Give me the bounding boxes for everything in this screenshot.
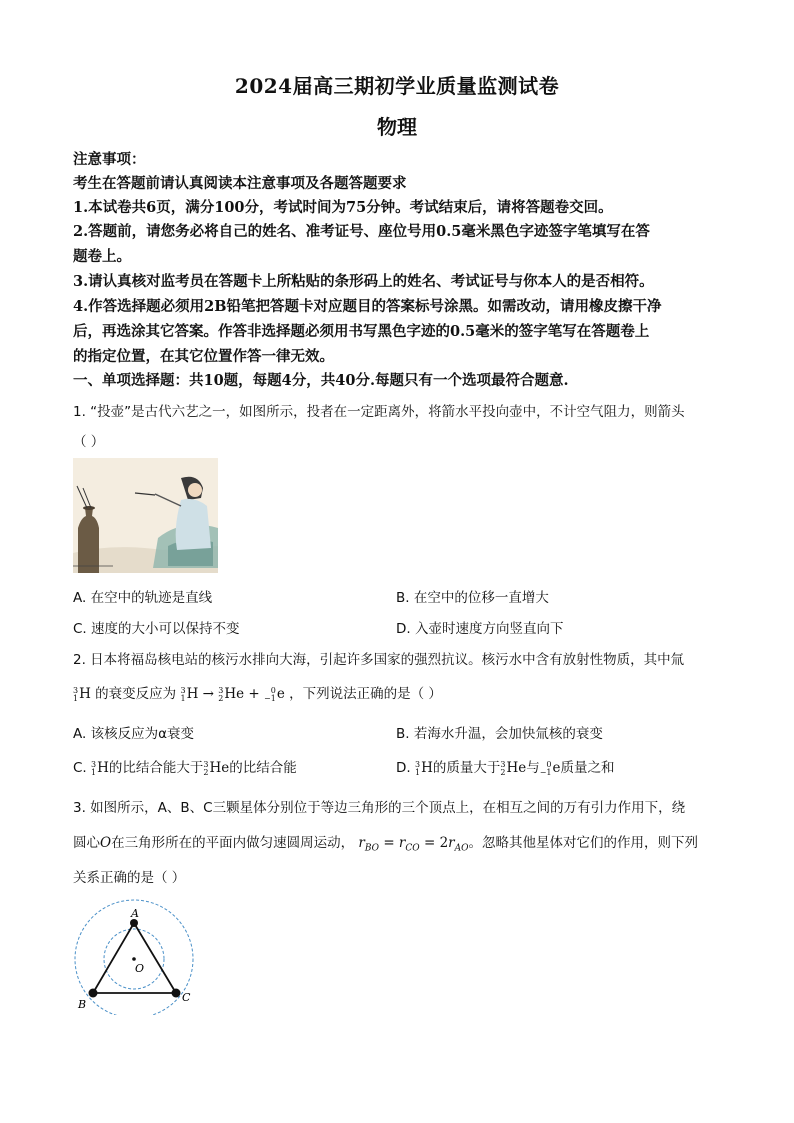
q3-radius-relation: $r_{BO} = r_{CO} = 2r_{AO}$	[358, 835, 469, 854]
q3-figure-three-star-system	[70, 895, 220, 1015]
subject-title: 物理	[377, 115, 417, 139]
label-b: B	[78, 998, 87, 1011]
q2-stem: 2. 日本将福岛核电站的核污水排向大海，引起许多国家的强烈抗议。核污水中含有放射性物质，其中氚	[73, 652, 685, 668]
q2-tritium: 3 1 H	[73, 685, 91, 703]
q2-option-c: C. 3 1 H的比结合能大于 3 2 He的比结合能	[73, 759, 297, 777]
star-b	[89, 989, 98, 998]
star-c	[172, 989, 181, 998]
q3-stem-a: 3. 如图所示，A、B、C三颗星体分别位于等边三角形的三个顶点上，在相互之间的万有引力作用下，绕	[73, 800, 686, 816]
note-2b: 题卷上。	[73, 248, 131, 265]
q1-figure-touhu-illustration	[73, 458, 218, 573]
q1-stem: 1. “投壶”是古代六艺之一，如图所示，投者在一定距离外，将箭水平投向壶中，不计空气阻力，则箭头	[73, 404, 685, 420]
q3-stem-b: 圆心O在三角形所在的平面内做匀速圆周运动， $r_{BO} = r_{CO} = 2r_{AO}$。忽略其他星体对它们的作用，则下列	[73, 835, 699, 854]
note-4a: 4.作答选择题必须用2B铅笔把答题卡对应题目的答案标号涂黑。如需改动，请用橡皮擦干净	[73, 298, 662, 315]
notes-heading: 注意事项：	[73, 151, 146, 168]
notes-intro: 考生在答题前请认真阅读本注意事项及各题答题要求	[73, 175, 407, 192]
note-1: 1.本试卷共6页，满分100分，考试时间为75分钟。考试结束后，请将答题卷交回。	[73, 199, 613, 216]
q1-paren: （ ）	[73, 434, 105, 450]
note-4c: 的指定位置，在其它位置作答一律无效。	[73, 348, 334, 365]
exam-title: 2024届高三期初学业质量监测试卷	[234, 74, 560, 98]
q1-option-d: D. 入壶时速度方向竖直向下	[396, 621, 564, 637]
label-c: C	[182, 991, 191, 1004]
q2-option-d: D. 3 1 H的质量大于 3 2 He与 0 −1 e质量之和	[396, 759, 615, 777]
q1-option-b: B. 在空中的位移一直增大	[396, 590, 549, 606]
q1-option-c: C. 速度的大小可以保持不变	[73, 621, 240, 637]
q2-option-b: B. 若海水升温，会加快氚核的衰变	[396, 726, 603, 742]
center-o	[132, 957, 136, 961]
q2-decay-equation: 3 1 H → 3 2 He + 0 −1 e	[180, 685, 285, 703]
note-4b: 后，再选涂其它答案。作答非选择题必须用书写黑色字迹的0.5毫米的签字笔写在答题卷上	[73, 323, 650, 340]
star-a	[130, 919, 138, 927]
q3-stem-c: 关系正确的是（ ）	[73, 870, 186, 886]
label-o: O	[135, 962, 145, 975]
q2-equation-line: 3 1 H 的衰变反应为 3 1 H → 3 2 He + 0 −1 e ，下列说法正确的是（ ）	[73, 685, 442, 703]
note-2a: 2.答题前，请您务必将自己的姓名、准考证号、座位号用0.5毫米黑色字迹签字笔填写在答	[73, 223, 650, 240]
note-3: 3.请认真核对监考员在答题卡上所粘贴的条形码上的姓名、考试证号与你本人的是否相符。	[73, 273, 654, 290]
label-a: A	[131, 907, 139, 920]
section-1-heading: 一、单项选择题：共10题，每题4分，共40分.每题只有一个选项最符合题意.	[73, 372, 569, 389]
q1-option-a: A. 在空中的轨迹是直线	[73, 590, 213, 606]
q2-option-a: A. 该核反应为α衰变	[73, 726, 194, 742]
